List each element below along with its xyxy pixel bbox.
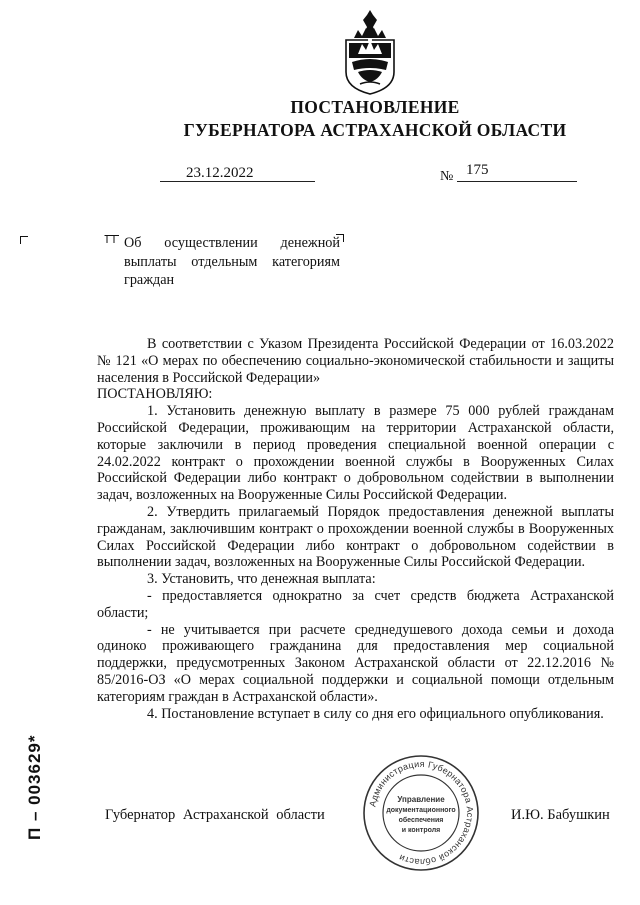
stamp-ring-text: Администрация Губернатора Астраханской области [367,758,476,868]
signatory-name: И.Ю. Бабушкин [511,807,610,823]
number-underline [457,181,577,182]
number-sign: № [440,169,454,184]
coat-of-arms-emblem [340,10,400,95]
serial-text: П – 003629* [25,734,44,840]
body-paragraph: 4. Постановление вступает в силу со дня его официального опубликования. [147,705,604,722]
document-number: 175 [466,162,489,178]
stamp-center-line: документационного [386,807,456,814]
body-paragraph: - предоставляется однократно за счет средств бюджета Астраханской области; [97,587,614,621]
body-paragraph: 3. Установить, что денежная выплата: [147,571,376,588]
body-paragraph: 1. Установить денежную выплату в размере 75 000 рублей гражданам Российской Федерации, проживающим на территории Астраханской области, которые заключили в период проведения специальной военной операции с 24.02.2022 контракт о прохождении военной службы в Вооруженных Силах Российской Федерации либо контракт о добровольном содействии в выполнении задач, возложенных на Вооруженные Силы Российской Федерации. [97,403,614,504]
body-paragraph: В соответствии с Указом Президента Российской Федерации от 16.03.2022 № 121 «О мерах по обеспечению социально-экономической стабильности и защиты населения в Российской Федерации» [97,336,614,386]
resolve-heading: ПОСТАНОВЛЯЮ: [97,386,213,403]
corner-bracket-mark [104,235,120,244]
corner-bracket-mark [20,236,28,244]
body-paragraph: - не учитывается при расчете среднедушевого дохода семьи и дохода одиноко проживающего гражданина для предоставления мер социальной поддержки, предусмотренных Законом Астраханской области от 22.12.2016 № 85/2016-ОЗ «О мерах социальной поддержки и социальной помощи отдельным категориям граждан в Астраханской области». [97,621,614,705]
signatory-position: Губернатор Астраханской области [105,807,325,823]
official-stamp [362,754,480,872]
stamp-center-line: Управление [397,795,445,804]
body-paragraph: 2. Утвердить прилагаемый Порядок предоставления денежной выплаты гражданам, заключившим контракт о прохождении военной службы в Вооруженных Силах Российской Федерации либо контракт о добровольном содействии в выполнении задач, возложенных на Вооруженные Силы Российской Федерации. [97,503,614,571]
document-type-title: ПОСТАНОВЛЕНИЕ [290,97,460,117]
document-body [97,336,614,722]
stamp-center-line: обеспечения [398,817,444,824]
issuer-title: ГУБЕРНАТОРА АСТРАХАНСКОЙ ОБЛАСТИ [183,120,567,140]
form-serial-number [20,620,50,850]
document-date: 23.12.2022 [186,165,254,181]
stamp-center-line: и контроля [401,827,441,834]
document-subject: Об осуществлении денежной выплаты отдельным категориям граждан [124,235,340,288]
